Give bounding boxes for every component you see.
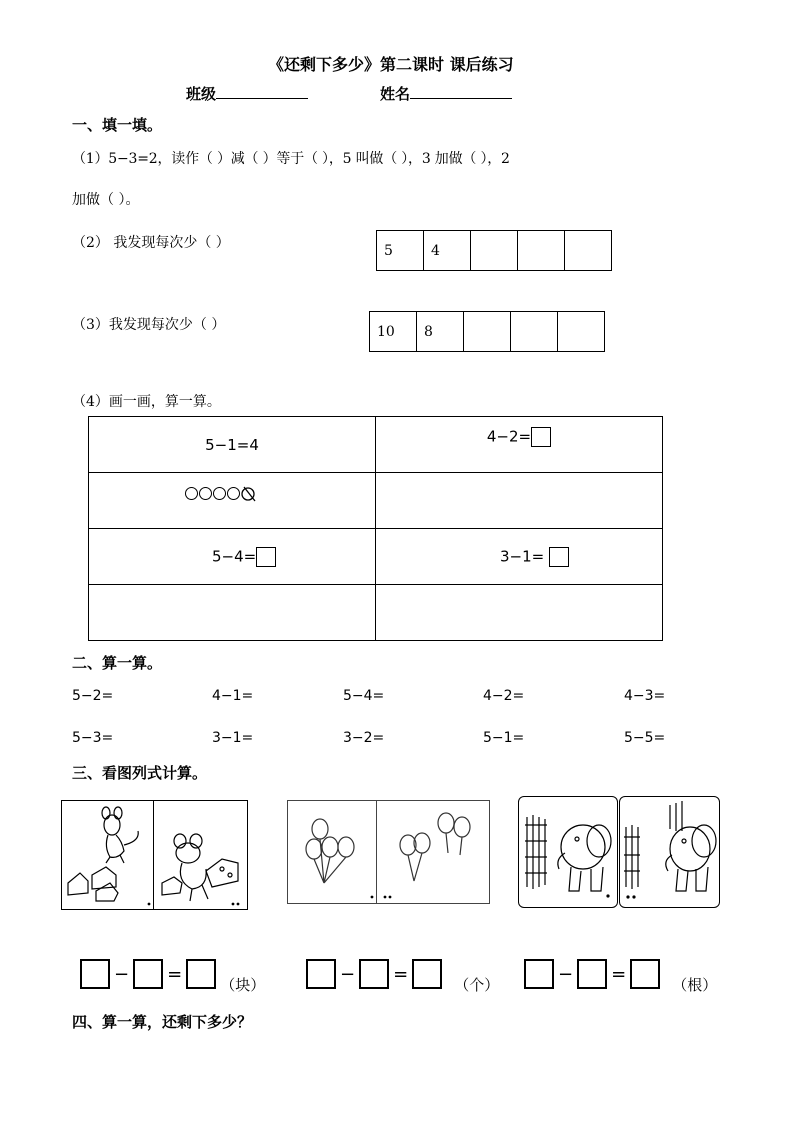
circle-icon bbox=[199, 487, 212, 500]
equation-row-2 bbox=[306, 959, 500, 994]
equation: 5−4= bbox=[212, 547, 257, 565]
minus-sign: − bbox=[558, 963, 574, 985]
minus-sign: − bbox=[114, 963, 130, 985]
grid-cell bbox=[89, 417, 376, 473]
elephant-picture-left bbox=[518, 796, 618, 908]
answer-box[interactable] bbox=[80, 959, 110, 989]
answer-box[interactable] bbox=[306, 959, 336, 989]
q3-label: （3）我发现每次少（ ） bbox=[72, 317, 226, 333]
answer-box[interactable] bbox=[133, 959, 163, 989]
q3-cell: 8 bbox=[417, 312, 464, 352]
section2-heading: 二、算一算。 bbox=[72, 654, 163, 672]
q4-label: （4）画一画，算一算。 bbox=[72, 394, 221, 410]
q2-cell[interactable] bbox=[471, 231, 518, 271]
mouse-cheese-picture bbox=[61, 800, 248, 910]
q3-cell[interactable] bbox=[464, 312, 511, 352]
q2-cell: 4 bbox=[424, 231, 471, 271]
calc-item: 4−3= bbox=[624, 688, 666, 704]
name-label: 姓名 bbox=[380, 85, 411, 103]
circles-drawing bbox=[185, 484, 257, 502]
circle-icon bbox=[227, 487, 240, 500]
grid-cell-blank[interactable] bbox=[376, 585, 663, 641]
q3-cell[interactable] bbox=[558, 312, 605, 352]
answer-box[interactable] bbox=[524, 959, 554, 989]
equation: 3−1= bbox=[500, 547, 545, 565]
class-blank[interactable] bbox=[216, 82, 308, 99]
grid-cell bbox=[89, 529, 376, 585]
equation-row-3 bbox=[524, 959, 718, 994]
grid-cell-blank[interactable] bbox=[89, 585, 376, 641]
calc-item: 4−1= bbox=[212, 688, 254, 704]
class-field[interactable] bbox=[186, 82, 308, 104]
answer-box[interactable] bbox=[256, 547, 276, 567]
unit-label: （个） bbox=[454, 976, 500, 994]
draw-calc-grid bbox=[88, 416, 663, 641]
equals-sign: = bbox=[167, 963, 183, 985]
equals-sign: = bbox=[611, 963, 627, 985]
elephant-picture-right bbox=[619, 796, 720, 908]
unit-label: （块） bbox=[220, 976, 266, 994]
q1-line2: 加做（ ）。 bbox=[72, 192, 140, 208]
q3-cell[interactable] bbox=[511, 312, 558, 352]
calc-item: 4−2= bbox=[483, 688, 525, 704]
answer-box[interactable] bbox=[549, 547, 569, 567]
grid-cell bbox=[376, 529, 663, 585]
calc-item: 3−1= bbox=[212, 730, 254, 746]
q2-sequence-table bbox=[376, 230, 612, 271]
unit-label: （根） bbox=[672, 976, 718, 994]
equation-row-1 bbox=[80, 959, 266, 994]
answer-box[interactable] bbox=[412, 959, 442, 989]
answer-box[interactable] bbox=[359, 959, 389, 989]
q2-cell[interactable] bbox=[565, 231, 612, 271]
answer-box[interactable] bbox=[577, 959, 607, 989]
equals-sign: = bbox=[393, 963, 409, 985]
name-field[interactable] bbox=[380, 82, 512, 104]
grid-cell-blank[interactable] bbox=[376, 473, 663, 529]
circle-icon bbox=[185, 487, 198, 500]
section3-heading: 三、看图列式计算。 bbox=[72, 764, 208, 782]
minus-sign: − bbox=[340, 963, 356, 985]
answer-box[interactable] bbox=[531, 427, 551, 447]
balloons-picture bbox=[287, 800, 490, 904]
mouse-cheese-illustration bbox=[62, 801, 247, 909]
balloons-illustration bbox=[288, 801, 489, 903]
q2-cell: 5 bbox=[377, 231, 424, 271]
elephant-bananas-illustration bbox=[620, 797, 719, 907]
q3-cell: 10 bbox=[370, 312, 417, 352]
equation: 4−2= bbox=[486, 427, 532, 446]
section4-heading: 四、算一算，还剩下多少？ bbox=[72, 1013, 253, 1031]
q1-line1: （1）5−3=2，读作（ ）减（ ）等于（ ），5 叫做（ ），3 加做（ ），2 bbox=[72, 151, 510, 167]
answer-box[interactable] bbox=[186, 959, 216, 989]
circle-icon bbox=[213, 487, 226, 500]
crossed-circle-icon bbox=[241, 486, 257, 502]
class-label: 班级 bbox=[186, 85, 217, 103]
calc-item: 5−4= bbox=[343, 688, 385, 704]
q2-label: （2） 我发现每次少（ ） bbox=[72, 235, 230, 251]
equation: 5−1=4 bbox=[205, 435, 259, 454]
page-title: 《还剩下多少》第二课时 课后练习 bbox=[268, 55, 514, 74]
calc-item: 5−3= bbox=[72, 730, 114, 746]
q3-sequence-table bbox=[369, 311, 605, 352]
grid-cell bbox=[376, 417, 663, 473]
section1-heading: 一、填一填。 bbox=[72, 116, 163, 134]
name-blank[interactable] bbox=[410, 82, 512, 99]
calc-item: 5−5= bbox=[624, 730, 666, 746]
grid-cell bbox=[89, 473, 376, 529]
answer-box[interactable] bbox=[630, 959, 660, 989]
elephant-bananas-illustration bbox=[519, 797, 617, 907]
calc-item: 3−2= bbox=[343, 730, 385, 746]
q2-cell[interactable] bbox=[518, 231, 565, 271]
calc-item: 5−2= bbox=[72, 688, 114, 704]
calc-item: 5−1= bbox=[483, 730, 525, 746]
